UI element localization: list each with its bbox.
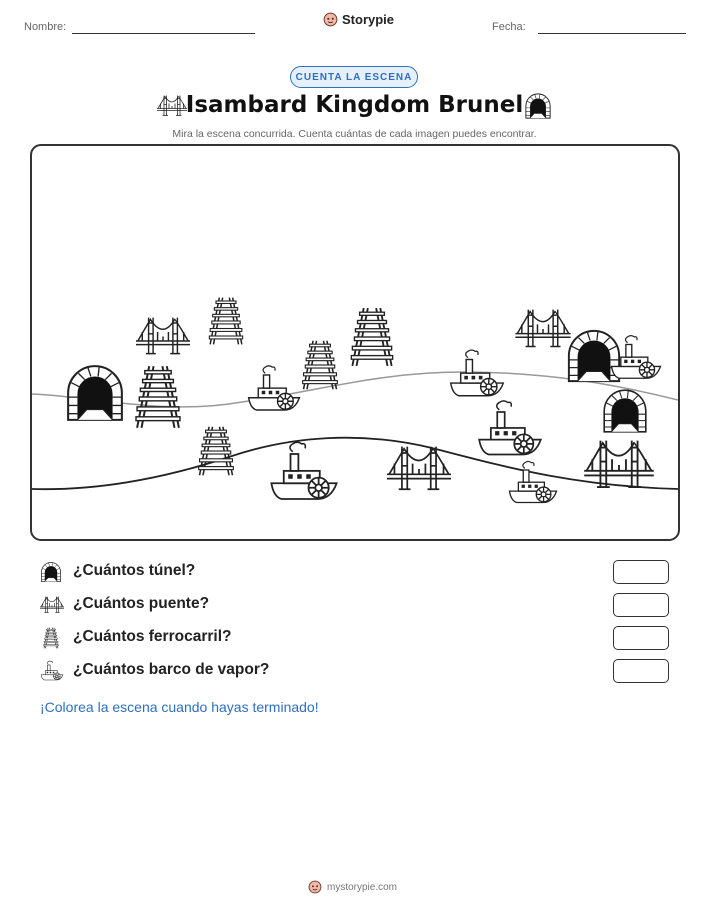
brand-name: Storypie — [342, 12, 395, 27]
steamboat-icon — [40, 660, 64, 682]
date-field[interactable] — [538, 33, 686, 34]
tunnel-2 — [569, 331, 619, 381]
tunnel-icon — [40, 561, 62, 583]
question-railway — [40, 626, 670, 652]
steamboat-1 — [249, 366, 300, 410]
steamboat-4 — [479, 401, 541, 455]
question-text: ¿Cuántos túnel? — [73, 562, 196, 579]
bridge-4 — [584, 441, 654, 487]
bridge-icon — [40, 594, 64, 616]
answer-box-tunnel[interactable] — [613, 560, 669, 584]
bridge-3 — [387, 447, 451, 490]
lower-hill-line — [32, 438, 678, 489]
question-text: ¿Cuántos puente? — [73, 595, 210, 612]
scene-illustration — [32, 146, 678, 539]
question-steamboat — [40, 659, 670, 685]
question-bridge — [40, 593, 670, 619]
question-text: ¿Cuántos barco de vapor? — [73, 661, 270, 678]
answer-box-steamboat[interactable] — [613, 659, 669, 683]
question-text: ¿Cuántos ferrocarril? — [73, 628, 232, 645]
question-tunnel — [40, 560, 670, 586]
page-title: Isambard Kingdom Brunel — [185, 92, 524, 118]
answer-box-railway[interactable] — [613, 626, 669, 650]
bridge-2 — [515, 310, 570, 347]
brand-logo — [323, 12, 394, 27]
instructions: Mira la escena concurrida. Cuenta cuántas de cada imagen puedes encontrar. — [172, 128, 537, 140]
activity-badge: CUENTA LA ESCENA — [290, 66, 418, 88]
name-label: Nombre: — [24, 21, 67, 33]
scene-panel — [30, 144, 680, 541]
tunnel-icon — [524, 92, 552, 120]
railway-4 — [136, 366, 180, 428]
answer-box-bridge[interactable] — [613, 593, 669, 617]
tunnel-3 — [604, 390, 646, 432]
storypie-mascot-icon — [308, 880, 322, 894]
name-field[interactable] — [72, 33, 255, 34]
steamboat-6 — [509, 461, 556, 502]
bridge-1 — [136, 318, 190, 354]
closing-note: ¡Colorea la escena cuando hayas terminado! — [40, 699, 319, 715]
storypie-mascot-icon — [323, 12, 338, 27]
tunnel-1 — [68, 366, 122, 420]
footer — [308, 880, 397, 894]
date-label: Fecha: — [492, 21, 526, 33]
railway-5 — [199, 427, 234, 476]
footer-url: mystorypie.com — [327, 881, 398, 893]
railway-2 — [303, 341, 338, 390]
railway-icon — [40, 627, 62, 649]
railway-1 — [209, 298, 242, 345]
steamboat-5 — [271, 442, 336, 499]
railway-3 — [351, 308, 392, 366]
